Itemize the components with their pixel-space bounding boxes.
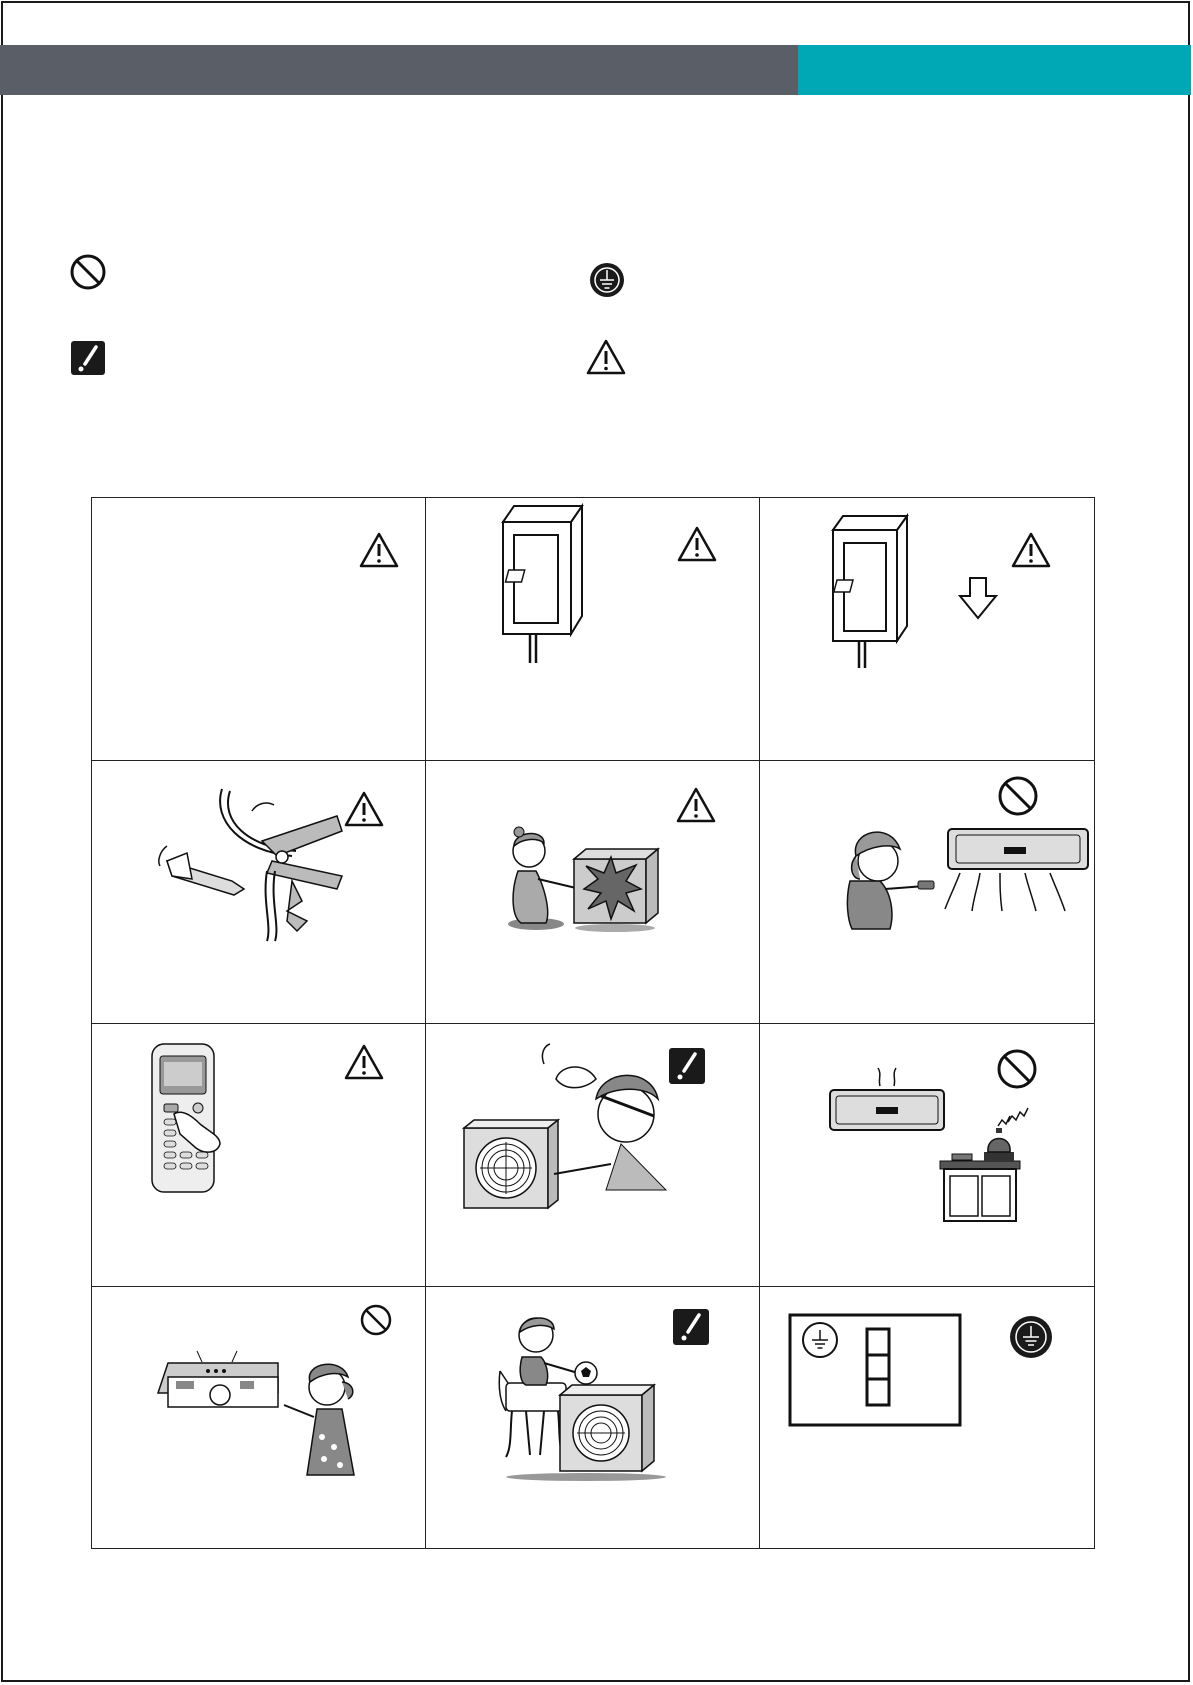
cell-4 (92, 761, 426, 1024)
cell-11 (426, 1287, 760, 1550)
cell-5 (426, 761, 760, 1024)
warning-icon (678, 789, 714, 821)
warning-icon (679, 528, 715, 560)
cut-power-cord-illustration (159, 789, 342, 941)
ground-icon (587, 260, 627, 300)
breaker-box-illustration (833, 516, 907, 668)
girl-under-air-flow-illustration (847, 829, 1088, 929)
cell-2 (426, 498, 760, 761)
child-climbing-on-unit-illustration (499, 1318, 666, 1481)
person-cleaning-outdoor-unit-illustration (464, 1044, 666, 1208)
cell-10 (92, 1287, 426, 1550)
cell-12 (760, 1287, 1094, 1550)
down-arrow-icon (960, 578, 996, 618)
unit-above-stove-illustration (830, 1068, 1028, 1221)
header-bar (0, 45, 798, 95)
cell-1 (92, 498, 426, 761)
cell-3 (760, 498, 1094, 761)
warning-icon (1013, 534, 1049, 566)
cell-7 (92, 1024, 426, 1287)
ground-icon (1010, 1316, 1052, 1358)
warning-icon (346, 793, 382, 825)
mandatory-icon (70, 340, 106, 376)
warning-icon (361, 534, 397, 566)
mandatory-icon (669, 1048, 705, 1084)
cell-6 (760, 761, 1094, 1024)
breaker-box-illustration (503, 506, 582, 663)
cell-8 (426, 1024, 760, 1287)
warning-icon (585, 338, 627, 376)
child-touching-outdoor-unit-illustration (508, 827, 658, 932)
mandatory-icon (673, 1309, 709, 1345)
prohibited-icon (1000, 778, 1036, 814)
prohibited-icon (362, 1306, 390, 1334)
radio-tv-interference-illustration (158, 1351, 354, 1475)
warning-icon (346, 1046, 382, 1078)
illustration-grid (91, 497, 1095, 1549)
remote-control-illustration (152, 1044, 220, 1192)
header-accent (798, 45, 1191, 95)
cell-9 (760, 1024, 1094, 1287)
prohibited-icon (68, 252, 108, 292)
prohibited-icon (999, 1051, 1035, 1087)
grounded-outlet-panel-illustration (790, 1315, 960, 1425)
